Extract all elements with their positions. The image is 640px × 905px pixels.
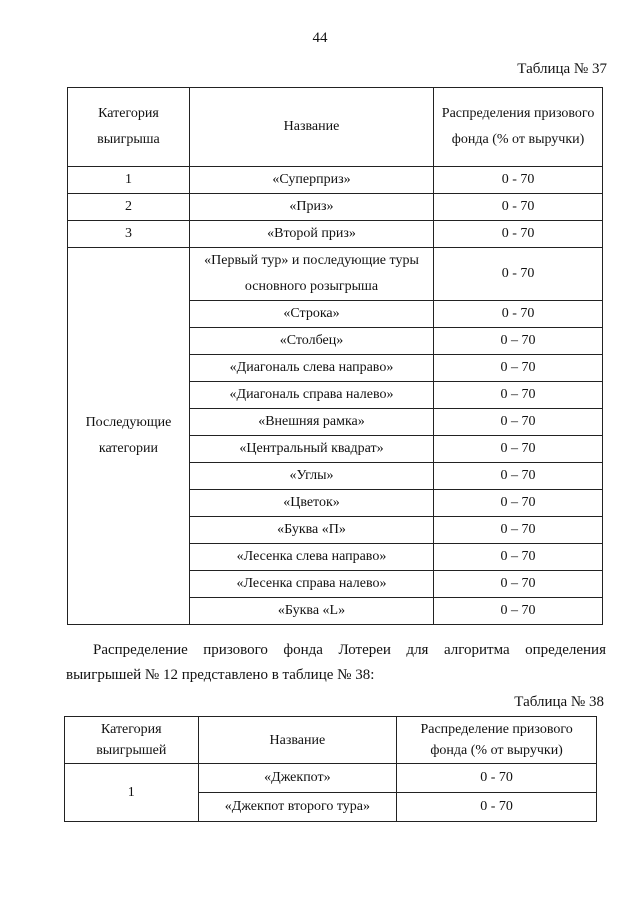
table-row	[68, 221, 603, 248]
table-cell-value: 0 - 70	[434, 248, 603, 301]
table-cell-value: 0 – 70	[434, 463, 603, 490]
table-38	[64, 716, 597, 822]
table-37-header-name: Название	[189, 88, 433, 167]
table-cell-category: 1	[68, 167, 190, 194]
table-37	[67, 87, 603, 625]
table-38-header-category: Категория выигрышей	[65, 717, 199, 764]
table-cell-value: 0 – 70	[434, 409, 603, 436]
table-cell-value: 0 – 70	[434, 598, 603, 625]
page-number: 44	[312, 30, 328, 46]
table-cell-name: «Лесенка слева направо»	[189, 544, 433, 571]
table-cell-name: «Приз»	[189, 194, 433, 221]
table-cell-value: 0 - 70	[434, 221, 603, 248]
table-cell-name: «Лесенка справа налево»	[189, 571, 433, 598]
table-cell-name: «Джекпот второго тура»	[198, 793, 397, 822]
body-paragraph: Распределение призового фонда Лотереи для алгоритма определения выигрышей № 12 представлено в таблице № 38:	[66, 642, 606, 683]
table-cell-name: «Внешняя рамка»	[189, 409, 433, 436]
table-cell-name: «Центральный квадрат»	[189, 436, 433, 463]
table-cell-name: «Первый тур» и последующие туры основного розыгрыша	[189, 248, 433, 301]
table-cell-value: 0 – 70	[434, 382, 603, 409]
table-cell-value: 0 – 70	[434, 328, 603, 355]
table-cell-value: 0 - 70	[434, 301, 603, 328]
table-row	[68, 194, 603, 221]
table-cell-name: «Джекпот»	[198, 764, 397, 793]
table-37-caption: Таблица № 37	[517, 61, 607, 77]
table-cell-name: «Буква «L»	[189, 598, 433, 625]
table-38-caption: Таблица № 38	[514, 694, 604, 710]
table-cell-name: «Углы»	[189, 463, 433, 490]
table-cell-value: 0 - 70	[434, 194, 603, 221]
table-cell-name: «Диагональ справа налево»	[189, 382, 433, 409]
table-cell-value: 0 - 70	[434, 167, 603, 194]
table-cell-name: «Второй приз»	[189, 221, 433, 248]
table-cell-value: 0 – 70	[434, 517, 603, 544]
table-cell-category: 1	[65, 764, 199, 822]
table-38-header-distribution: Распределение призового фонда (% от выручки)	[397, 717, 597, 764]
table-cell-name: «Суперприз»	[189, 167, 433, 194]
table-cell-value: 0 – 70	[434, 544, 603, 571]
table-cell-category: 3	[68, 221, 190, 248]
table-cell-value: 0 - 70	[397, 764, 597, 793]
table-cell-name: «Столбец»	[189, 328, 433, 355]
table-row	[65, 764, 597, 793]
table-cell-name: «Строка»	[189, 301, 433, 328]
table-cell-name: «Диагональ слева направо»	[189, 355, 433, 382]
table-cell-name: «Цветок»	[189, 490, 433, 517]
table-37-header-category: Категория выигрыша	[68, 88, 190, 167]
table-37-header-distribution: Распределения призового фонда (% от выручки)	[434, 88, 603, 167]
table-cell-value: 0 - 70	[397, 793, 597, 822]
table-cell-name: «Буква «П»	[189, 517, 433, 544]
table-cell-group-category: Последующие категории	[68, 248, 190, 625]
table-cell-value: 0 – 70	[434, 571, 603, 598]
table-38-header-name: Название	[198, 717, 397, 764]
table-cell-value: 0 – 70	[434, 490, 603, 517]
table-row	[68, 248, 603, 301]
table-cell-category: 2	[68, 194, 190, 221]
table-cell-value: 0 – 70	[434, 355, 603, 382]
table-row	[68, 167, 603, 194]
table-cell-value: 0 – 70	[434, 436, 603, 463]
